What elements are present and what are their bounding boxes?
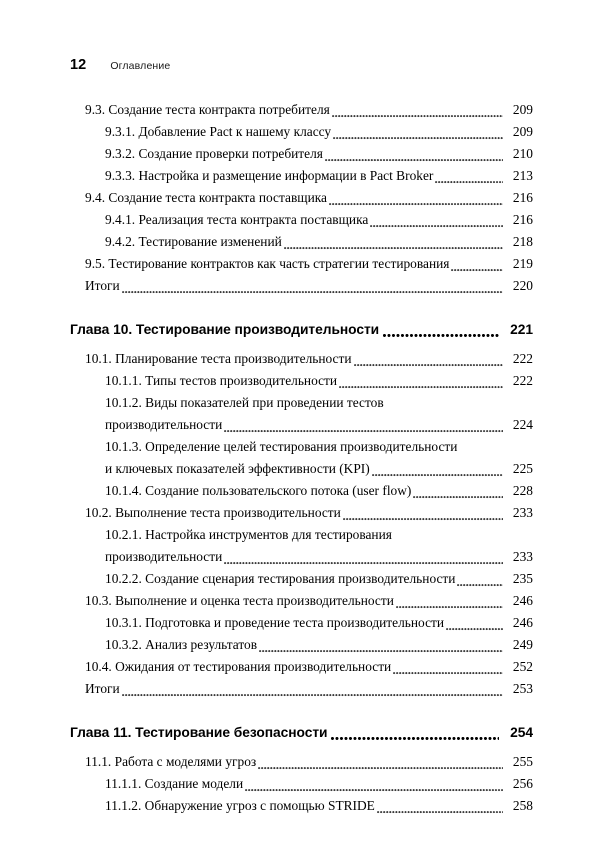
toc-page-number: 246 xyxy=(512,615,533,630)
dot-leader xyxy=(323,150,505,165)
toc-page-number: 216 xyxy=(512,212,533,227)
toc-entry-title: Глава 11. Тестирование безопасности xyxy=(70,725,328,740)
dot-leader xyxy=(120,282,505,297)
toc-entry-title: 11.1.1. Создание модели xyxy=(105,776,244,791)
toc-entry[interactable] xyxy=(0,99,600,121)
toc-page-number: 255 xyxy=(512,754,533,769)
toc-entry-title: 10.4. Ожидания от тестирования производительности xyxy=(85,659,392,674)
toc-page-number: 235 xyxy=(512,571,533,586)
table-of-contents xyxy=(0,99,600,817)
toc-entry[interactable] xyxy=(0,348,600,370)
toc-entry[interactable] xyxy=(0,612,600,634)
dot-leader xyxy=(379,325,503,342)
toc-entry-title: Итоги xyxy=(85,681,120,696)
toc-entry-title: Итоги xyxy=(85,278,120,293)
running-head xyxy=(70,57,170,73)
dot-leader xyxy=(352,355,505,370)
toc-entry[interactable] xyxy=(0,209,600,231)
toc-entry-title: 10.3. Выполнение и оценка теста производительности xyxy=(85,593,394,608)
toc-page-number: 221 xyxy=(510,322,533,337)
dot-leader xyxy=(243,780,505,795)
toc-entry[interactable] xyxy=(0,480,600,502)
toc-page-number: 233 xyxy=(512,505,533,520)
toc-entry-title: 9.5. Тестирование контрактов как часть стратегии тестирования xyxy=(85,256,450,271)
toc-chapter-entry[interactable] xyxy=(0,721,600,745)
toc-page-number: 228 xyxy=(512,483,533,498)
toc-page-number: 249 xyxy=(512,637,533,652)
toc-entry[interactable] xyxy=(0,231,600,253)
toc-entry[interactable] xyxy=(0,253,600,275)
toc-entry-title: Глава 10. Тестирование производительности xyxy=(70,322,380,337)
toc-page-number: 224 xyxy=(512,417,533,432)
dot-leader xyxy=(394,597,505,612)
running-head-title: Оглавление xyxy=(110,60,171,72)
dot-leader xyxy=(449,260,505,275)
dot-leader xyxy=(370,465,505,480)
toc-entry-title: 9.3.2. Создание проверки потребителя xyxy=(105,146,323,161)
toc-entry[interactable] xyxy=(0,436,600,480)
toc-page-number: 246 xyxy=(512,593,533,608)
toc-entry-title-line2: производительности xyxy=(105,549,223,564)
toc-page-number: 253 xyxy=(512,681,533,696)
toc-entry-title: 10.1.1. Типы тестов производительности xyxy=(105,373,338,388)
dot-leader xyxy=(341,509,505,524)
toc-entry-title-line1: 10.2.1. Настройка инструментов для тестирования xyxy=(105,527,392,542)
toc-entry-title-line1: 10.1.3. Определение целей тестирования производительности xyxy=(105,439,458,454)
toc-entry-title xyxy=(105,392,533,436)
toc-entry-title: 9.3. Создание теста контракта потребителя xyxy=(85,102,330,117)
dot-leader xyxy=(455,575,505,590)
dot-leader xyxy=(222,553,505,568)
dot-leader xyxy=(433,172,505,187)
toc-entry-title: 10.3.1. Подготовка и проведение теста производительности xyxy=(105,615,445,630)
toc-entry[interactable] xyxy=(0,275,600,297)
toc-entry[interactable] xyxy=(0,165,600,187)
toc-entry[interactable] xyxy=(0,502,600,524)
toc-entry-title: 11.1. Работа с моделями угроз xyxy=(85,754,257,769)
dot-leader xyxy=(327,194,505,209)
toc-page-number: 258 xyxy=(512,798,533,813)
toc-entry-title: 9.3.1. Добавление Pact к нашему классу xyxy=(105,124,332,139)
chapter-spacer-top xyxy=(0,297,600,318)
toc-chapter-entry[interactable] xyxy=(0,318,600,342)
toc-entry-title: 9.3.3. Настройка и размещение информации в Pact Broker xyxy=(105,168,434,183)
toc-page-number: 219 xyxy=(512,256,533,271)
toc-entry[interactable] xyxy=(0,773,600,795)
toc-entry-title-line2: и ключевых показателей эффективности (KPI) xyxy=(105,461,370,476)
dot-leader xyxy=(327,728,503,745)
toc-entry-title: 10.2.2. Создание сценария тестирования производительности xyxy=(105,571,456,586)
toc-entry[interactable] xyxy=(0,370,600,392)
toc-page-number: 233 xyxy=(512,549,533,564)
dot-leader xyxy=(256,758,505,773)
toc-page-number: 222 xyxy=(512,351,533,366)
dot-leader xyxy=(330,106,505,121)
toc-entry-title xyxy=(105,436,533,480)
toc-page-number: 225 xyxy=(512,461,533,476)
toc-page-number: 256 xyxy=(512,776,533,791)
dot-leader xyxy=(444,619,505,634)
dot-leader xyxy=(331,128,505,143)
toc-page-number: 218 xyxy=(512,234,533,249)
toc-entry[interactable] xyxy=(0,187,600,209)
dot-leader xyxy=(411,487,505,502)
toc-entry-title: 10.1.4. Создание пользовательского потока (user flow) xyxy=(105,483,412,498)
toc-entry-title-line2: производительности xyxy=(105,417,223,432)
toc-entry-title: 11.1.2. Обнаружение угроз с помощью STRIDE xyxy=(105,798,375,813)
toc-page-number: 252 xyxy=(512,659,533,674)
toc-page-number: 216 xyxy=(512,190,533,205)
toc-entry[interactable] xyxy=(0,795,600,817)
toc-entry[interactable] xyxy=(0,678,600,700)
toc-page-number: 209 xyxy=(512,124,533,139)
toc-entry[interactable] xyxy=(0,568,600,590)
dot-leader xyxy=(337,377,505,392)
page-folio: 12 xyxy=(70,57,87,73)
toc-entry[interactable] xyxy=(0,392,600,436)
toc-entry[interactable] xyxy=(0,656,600,678)
chapter-spacer-top xyxy=(0,700,600,721)
toc-page-number: 222 xyxy=(512,373,533,388)
toc-page-number: 213 xyxy=(512,168,533,183)
dot-leader xyxy=(368,216,505,231)
toc-entry[interactable] xyxy=(0,751,600,773)
toc-entry-title-line1: 10.1.2. Виды показателей при проведении тестов xyxy=(105,395,384,410)
dot-leader xyxy=(375,802,505,817)
toc-page-number: 220 xyxy=(512,278,533,293)
toc-entry[interactable] xyxy=(0,143,600,165)
toc-entry-title: 9.4.1. Реализация теста контракта поставщика xyxy=(105,212,369,227)
toc-entry-title: 10.3.2. Анализ результатов xyxy=(105,637,258,652)
toc-entry-title xyxy=(105,524,533,568)
dot-leader xyxy=(257,641,505,656)
toc-page-number: 254 xyxy=(510,725,533,740)
toc-entry-title: 10.2. Выполнение теста производительности xyxy=(85,505,341,520)
toc-entry[interactable] xyxy=(0,524,600,568)
dot-leader xyxy=(120,685,505,700)
toc-entry[interactable] xyxy=(0,634,600,656)
dot-leader xyxy=(391,663,505,678)
toc-entry-title: 9.4. Создание теста контракта поставщика xyxy=(85,190,327,205)
toc-entry[interactable] xyxy=(0,121,600,143)
dot-leader xyxy=(282,238,505,253)
dot-leader xyxy=(222,421,505,436)
toc-entry[interactable] xyxy=(0,590,600,612)
toc-page-number: 209 xyxy=(512,102,533,117)
toc-entry-title: 9.4.2. Тестирование изменений xyxy=(105,234,282,249)
toc-page-number: 210 xyxy=(512,146,533,161)
toc-entry-title: 10.1. Планирование теста производительности xyxy=(85,351,352,366)
